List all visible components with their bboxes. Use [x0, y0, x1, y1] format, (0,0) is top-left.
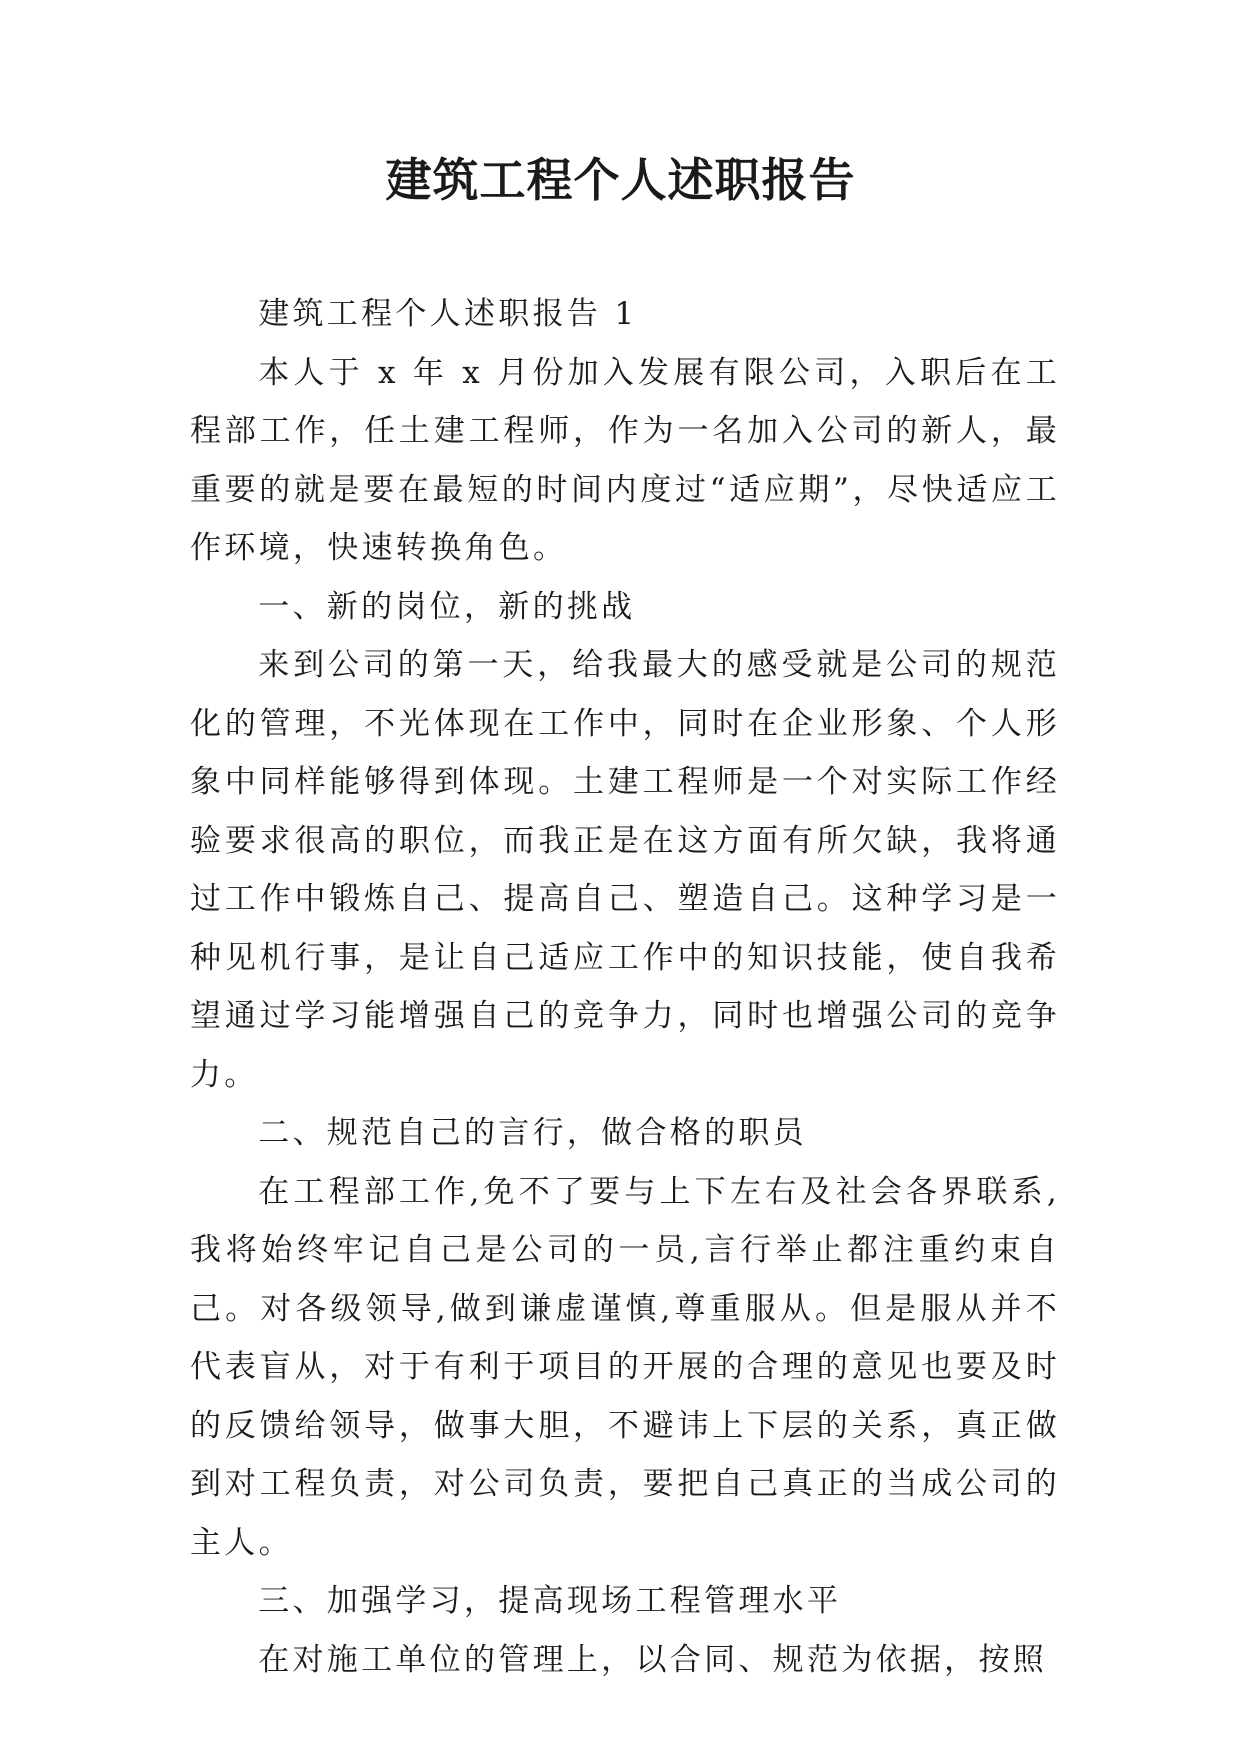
intro-paragraph: 本人于 x 年 x 月份加入发展有限公司，入职后在工程部工作，任土建工程师，作为一名加入公司的新人，最重要的就是要在最短的时间内度过“适应期”，尽快适应工作环境，快速转换角色。 — [190, 354, 1060, 566]
document-body — [190, 285, 1060, 1689]
section-heading-2: 二、规范自己的言行，做合格的职员 — [258, 1115, 807, 1151]
section-3-paragraph: 在对施工单位的管理上，以合同、规范为依据，按照 — [258, 1641, 1048, 1678]
section-heading-3: 三、加强学习，提高现场工程管理水平 — [258, 1583, 842, 1619]
report-subtitle: 建筑工程个人述职报告 1 — [258, 296, 638, 332]
section-heading-1: 一、新的岗位，新的挑战 — [258, 588, 636, 625]
section-1-paragraph: 来到公司的第一天，给我最大的感受就是公司的规范化的管理，不光体现在工作中，同时在企业形象、个人形象中同样能够得到体现。土建工程师是一个对实际工作经验要求很高的职位，而我正是在这方面有所欠缺，我将通过工作中锻炼自己、提高自己、塑造自己。这种学习是一种见机行事，是让自己适应工作中的知识技能，使自我希望通过学习能增强自己的竞争力，同时也增强公司的竞争力。 — [190, 647, 1060, 1093]
document-title: 建筑工程个人述职报告 — [385, 153, 856, 207]
section-2-paragraph: 在工程部工作,免不了要与上下左右及社会各界联系,我将始终牢记自己是公司的一员,言行举止都注重约束自己。对各级领导,做到谦虚谨慎,尊重服从。但是服从并不代表盲从，对于有利于项目的开展的合理的意见也要及时的反馈给领导，做事大胆，不避讳上下层的关系，真正做到对工程负责，对公司负责，要把自己真正的当成公司的主人。 — [190, 1173, 1060, 1561]
